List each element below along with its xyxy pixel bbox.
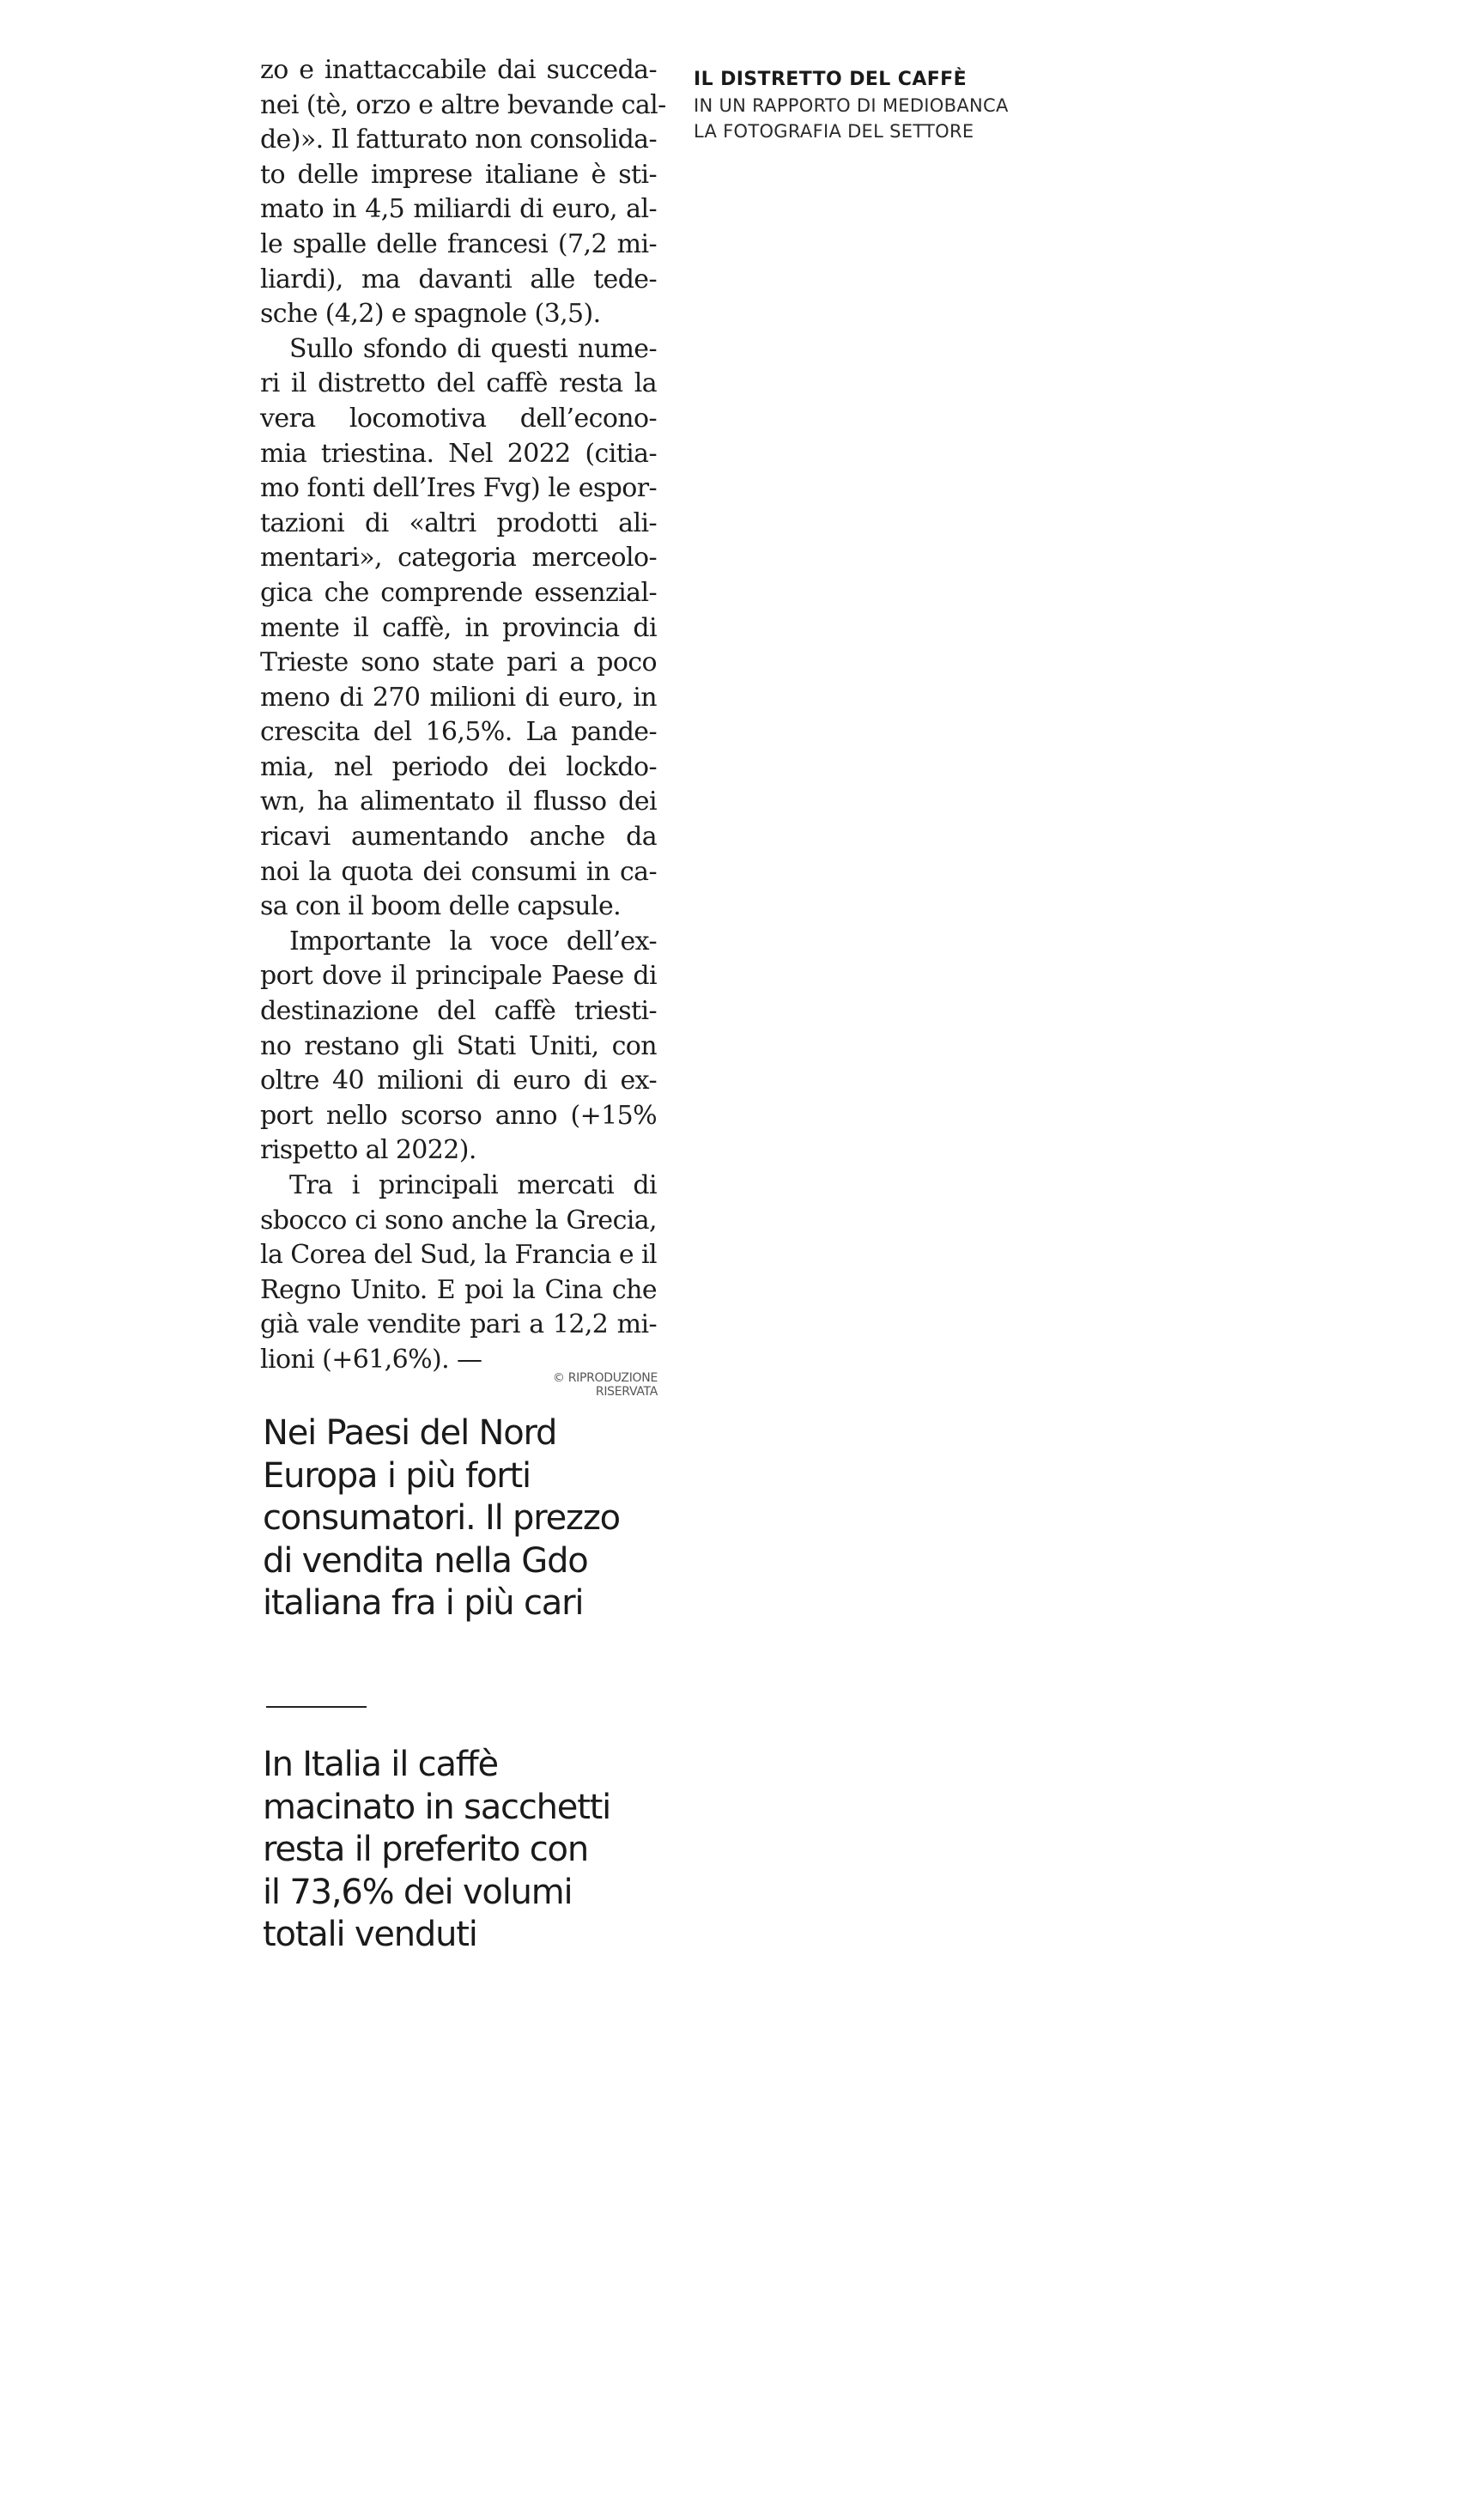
- pull-quote-line: totali venduti: [263, 1915, 477, 1954]
- article-line: rispetto al 2022).: [260, 1135, 476, 1166]
- article-line: mo fonti dell’Ires Fvg) le espor-: [260, 473, 657, 504]
- pull-quote-line: consumatori. Il prezzo: [263, 1498, 620, 1538]
- article-line: no restano gli Stati Uniti, con: [260, 1030, 657, 1061]
- article-line: già vale vendite pari a 12,2 mi-: [260, 1309, 657, 1340]
- article-line: Trieste sono state pari a poco: [260, 647, 657, 678]
- article-line: sche (4,2) e spagnole (3,5).: [260, 299, 601, 330]
- article-line: vera locomotiva dell’econo-: [260, 403, 657, 434]
- section-subtitle-line: LA FOTOGRAFIA DEL SETTORE: [694, 121, 974, 142]
- pull-quote-line: Europa i più forti: [263, 1455, 531, 1496]
- article-line: Regno Unito. E poi la Cina che: [260, 1274, 657, 1305]
- article-line: tazioni di «altri prodotti ali-: [260, 507, 657, 538]
- section-title: IL DISTRETTO DEL CAFFÈ: [694, 69, 968, 90]
- article-line: ri il distretto del caffè resta la: [260, 368, 657, 399]
- article-line: nei (tè, orzo e altre bevande cal-: [260, 89, 666, 120]
- article-body-column: [260, 53, 666, 1378]
- article-line: lioni (+61,6%). —: [260, 1344, 482, 1375]
- quote-divider: [266, 1706, 367, 1708]
- article-line: gica che comprende essenzial-: [260, 577, 657, 608]
- article-line: mia triestina. Nel 2022 (citia-: [260, 438, 657, 469]
- article-line: noi la quota dei consumi in ca-: [260, 856, 657, 887]
- article-line: oltre 40 milioni di euro di ex-: [260, 1066, 657, 1096]
- article-line: liardi), ma davanti alle tede-: [260, 264, 657, 295]
- article-line: port nello scorso anno (+15%: [260, 1100, 657, 1131]
- article-line: le spalle delle francesi (7,2 mi-: [260, 228, 657, 259]
- article-line: mato in 4,5 miliardi di euro, al-: [260, 194, 657, 225]
- article-line: sa con il boom delle capsule.: [260, 891, 622, 922]
- pull-quote-line: resta il preferito con: [263, 1830, 588, 1869]
- pull-quote-line: Nei Paesi del Nord: [263, 1413, 557, 1453]
- article-line: ricavi aumentando anche da: [260, 822, 657, 853]
- article-line: meno di 270 milioni di euro, in: [260, 682, 657, 713]
- article-line: mentari», categoria merceolo-: [260, 543, 657, 574]
- article-line: mente il caffè, in provincia di: [260, 612, 657, 643]
- copyright-notice: © RIPRODUZIONE RISERVATA: [552, 1371, 658, 1399]
- pull-quote-line: di vendita nella Gdo: [263, 1540, 588, 1581]
- pull-quote-line: macinato in sacchetti: [263, 1787, 611, 1827]
- article-line: zo e inattaccabile dai succeda-: [260, 55, 657, 85]
- article-line: mia, nel periodo dei lockdo-: [260, 751, 657, 782]
- article-line: la Corea del Sud, la Francia e il: [260, 1240, 657, 1271]
- pull-quote-line: In Italia il caffè: [263, 1745, 498, 1784]
- pull-quote-line: il 73,6% dei volumi: [263, 1872, 573, 1912]
- section-subtitle-line: IN UN RAPPORTO DI MEDIOBANCA: [694, 95, 1009, 116]
- article-line: de)». Il fatturato non consolida-: [260, 124, 657, 155]
- article-line: sbocco ci sono anche la Grecia,: [260, 1205, 657, 1236]
- article-line: Tra i principali mercati di: [289, 1170, 657, 1200]
- article-line: port dove il principale Paese di: [260, 961, 657, 992]
- article-line: Sullo sfondo di questi nume-: [289, 333, 657, 364]
- article-line: Importante la voce dell’ex-: [289, 926, 657, 956]
- article-line: destinazione del caffè triesti-: [260, 996, 657, 1027]
- article-line: wn, ha alimentato il flusso dei: [260, 786, 657, 817]
- pull-quote-caffe-macinato: [263, 1744, 666, 1957]
- article-line: to delle imprese italiane è sti-: [260, 159, 657, 190]
- section-header: [694, 67, 1037, 144]
- pull-quote-nord-europa: [263, 1412, 666, 1625]
- article-line: crescita del 16,5%. La pande-: [260, 717, 657, 748]
- pull-quote-line: italiana fra i più cari: [263, 1583, 584, 1623]
